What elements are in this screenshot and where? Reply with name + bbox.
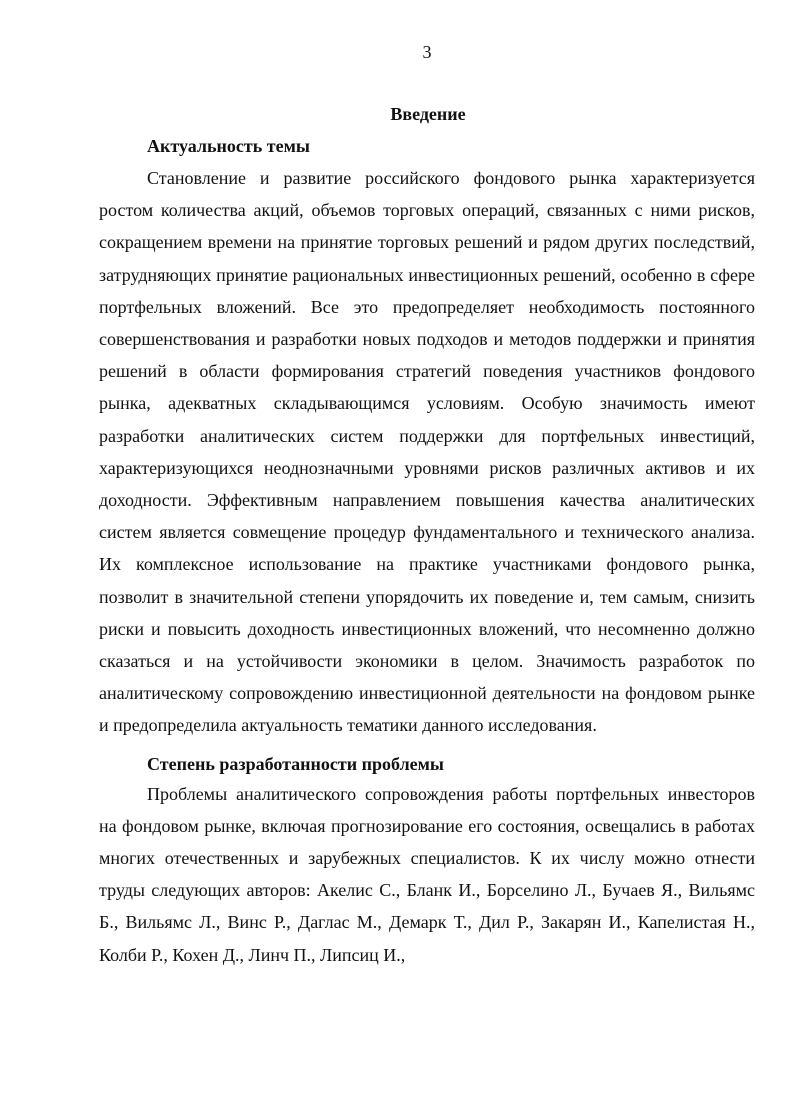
page-content	[99, 102, 755, 971]
section-heading-development-degree: Степень разработанности проблемы	[147, 753, 444, 774]
paragraph-relevance: Становление и развитие российского фондового рынка характеризуется ростом количества акций, объемов торговых операций, связанных с ними рисков, сокращением времени на принятие торговых решений и рядом других последствий, затрудняющих принятие рациональных инвестиционных решений, особенно в сфере портфельных вложений. Все это предопределяет необходимость постоянного совершенствования и разработки новых подходов и методов поддержки и принятия решений в области формирования стратегий поведения участников фондового рынка, адекватных складывающимся условиям. Особую значимость имеют разработки аналитических систем поддержки для портфельных инвестиций, характеризующихся неоднозначными уровнями рисков различных активов и их доходности. Эффективным направлением повышения качества аналитических систем является совмещение процедур фундаментального и технического анализа. Их комплексное использование на практике участниками фондового рынка, позволит в значительной степени упорядочить их поведение и, тем самым, снизить риски и повысить доходность инвестиционных вложений, что несомненно должно сказаться и на устойчивости экономики в целом. Значимость разработок по аналитическому сопровождению инвестиционной деятельности на фондовом рынке и предопределила актуальность тематики данного исследования.	[99, 168, 755, 736]
page-number: 3	[422, 42, 432, 62]
section-heading-relevance: Актуальность темы	[147, 136, 310, 156]
document-title: Введение	[390, 104, 466, 124]
paragraph-development-degree: Проблемы аналитического сопровождения работы портфельных инвесторов на фондовом рынке, включая прогнозирование его состояния, освещались в работах многих отечественных и зарубежных специалистов. К их числу можно отнести труды следующих авторов: Акелис С., Бланк И., Борселино Л., Бучаев Я., Вильямс Б., Вильямс Л., Винс Р., Даглас М., Демарк Т., Дил Р., Закарян И., Капелистая Н., Колби Р., Кохен Д., Линч П., Липсиц И.,	[99, 783, 755, 965]
